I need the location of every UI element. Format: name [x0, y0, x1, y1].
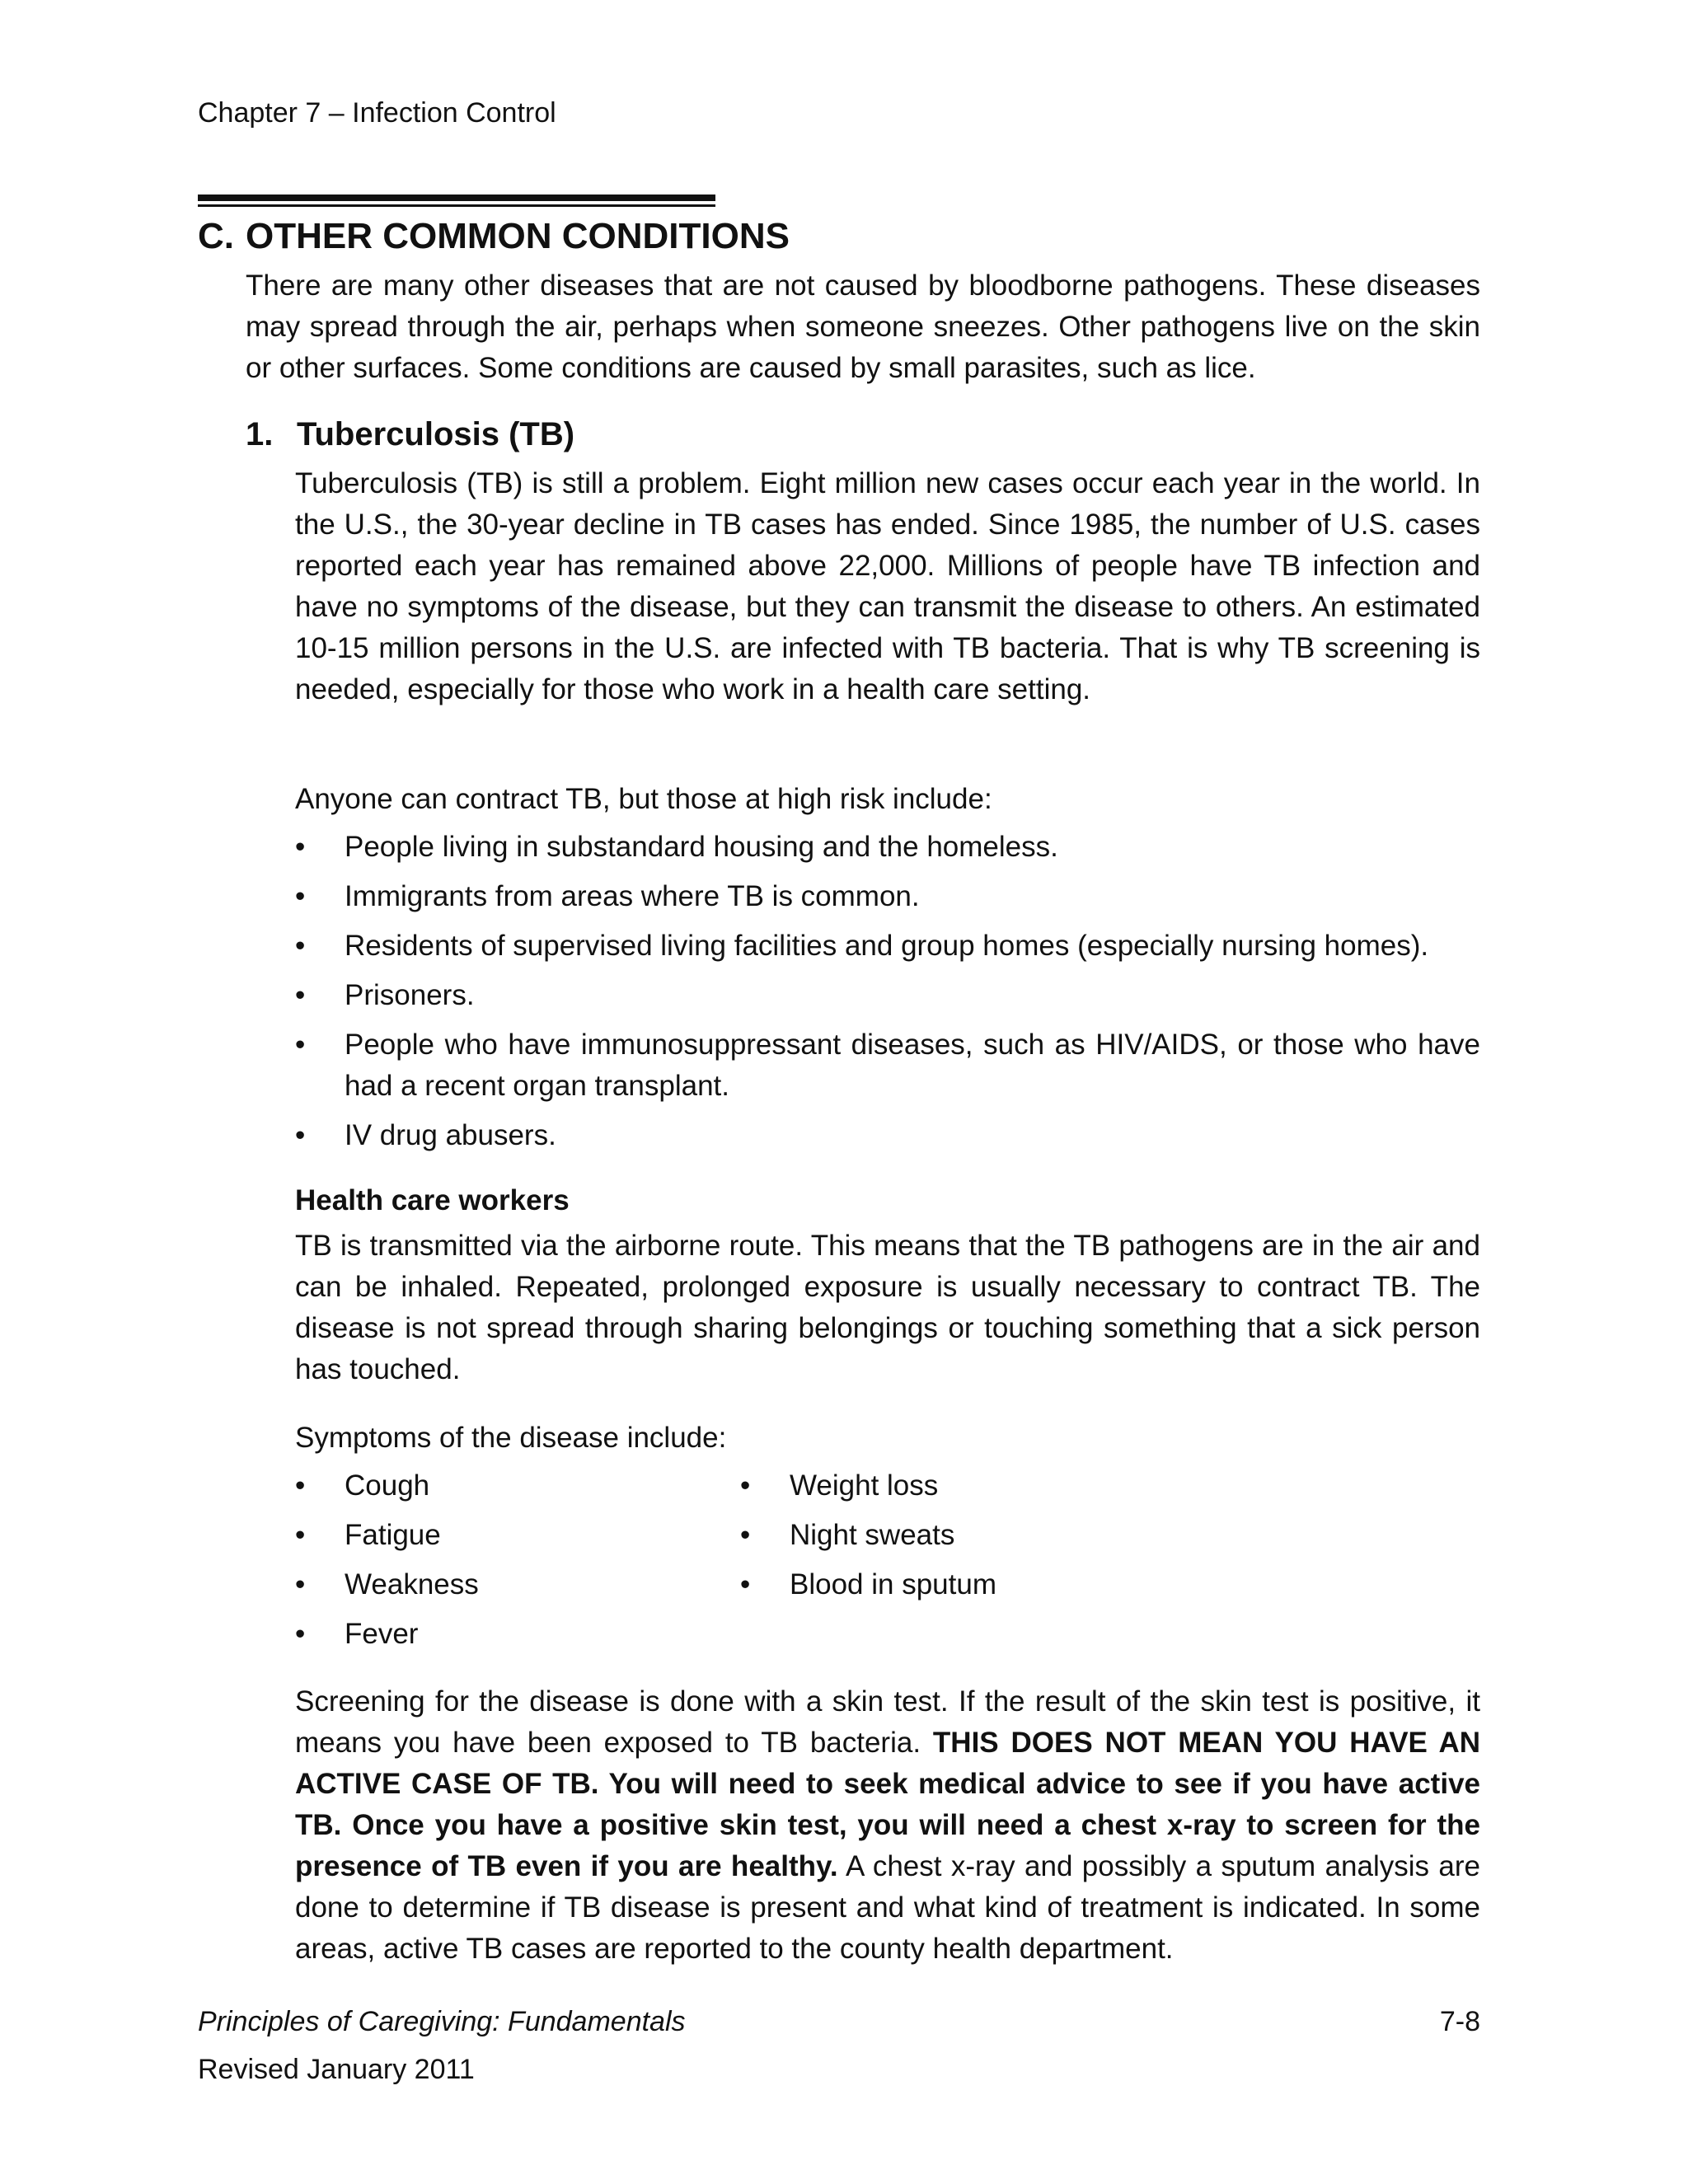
running-head: Chapter 7 – Infection Control: [198, 97, 556, 129]
list-item: • Blood in sputum: [740, 1564, 1136, 1605]
list-item: • Weakness: [295, 1564, 691, 1605]
list-item: • Immigrants from areas where TB is common.: [295, 876, 1480, 917]
list-item: • Fever: [295, 1614, 691, 1655]
bullet-icon: •: [740, 1469, 751, 1502]
section-intro: There are many other diseases that are not caused by bloodborne pathogens. These diseases may spread through the air, perhaps when someone sneezes. Other pathogens live on the skin or other surfaces. Some conditions are caused by small parasites, such as lice.: [246, 269, 1480, 384]
heading-rule: [198, 194, 715, 201]
risk-list: [295, 827, 1480, 1165]
health-care-workers-paragraph: TB is transmitted via the airborne route. This means that the TB pathogens are in the air and can be inhaled. Repeated, prolonged exposure is usually necessary to contract TB. The disease is not spread through sharing belongings or touching something that a sick person has touched.: [295, 1230, 1480, 1385]
screening-paragraph: Screening for the disease is done with a skin test. If the result of the skin test is positive, it means you have been exposed to TB bacteria. THIS DOES NOT MEAN YOU HAVE AN ACTIVE CASE OF TB. You will need to seek medical advice to see if you have active TB. Once you have a positive skin test, you will need a chest x-ray to screen for the presence of TB even if you are healthy. A chest x-ray and possibly a sputum analysis are done to determine if TB disease is present and what kind of treatment is indicated. In some areas, active TB cases are reported to the county health department.: [295, 1685, 1480, 1965]
footer-book-title: Principles of Caregiving: Fundamentals: [198, 2006, 686, 2037]
list-item: • IV drug abusers.: [295, 1115, 1480, 1156]
bullet-icon: •: [295, 1568, 306, 1601]
list-item: • Cough: [295, 1465, 691, 1507]
bullet-icon: •: [295, 1618, 306, 1650]
bullet-icon: •: [740, 1519, 751, 1551]
bullet-icon: •: [295, 880, 306, 912]
bullet-icon: •: [295, 930, 306, 962]
screening-warning: THIS DOES NOT MEAN YOU HAVE AN ACTIVE CASE OF TB. You will need to seek medical advice to see if you have active TB. Once you have a positive skin test, you will need a chest x-ray to screen for the presence of TB even if you are healthy.: [295, 1727, 1480, 1882]
tb-paragraph: Tuberculosis (TB) is still a problem. Eight million new cases occur each year in the world. In the U.S., the 30-year decline in TB cases has ended. Since 1985, the number of U.S. cases reported each year has remained above 22,000. Millions of people have TB infection and have no symptoms of the disease, but they can transmit the disease to others. An estimated 10-15 million persons in the U.S. are infected with TB bacteria. That is why TB screening is needed, especially for those who work in a health care setting.: [295, 467, 1480, 705]
list-item: • Fatigue: [295, 1515, 691, 1556]
subsection-heading: [246, 416, 574, 453]
bullet-icon: •: [295, 1029, 306, 1061]
section-title: OTHER COMMON CONDITIONS: [246, 216, 790, 256]
health-care-workers-heading: Health care workers: [295, 1184, 570, 1216]
symptoms-list-left: [295, 1465, 691, 1663]
list-item: • Residents of supervised living facilities and group homes (especially nursing homes).: [295, 926, 1480, 967]
list-item: • People who have immunosuppressant diseases, such as HIV/AIDS, or those who have had a recent organ transplant.: [295, 1024, 1480, 1107]
page-number: 7-8: [1439, 2006, 1480, 2037]
symptoms-list-right: [740, 1465, 1136, 1614]
bullet-icon: •: [295, 1119, 306, 1151]
bullet-icon: •: [295, 831, 306, 863]
subsection-title: Tuberculosis (TB): [297, 416, 575, 452]
bullet-icon: •: [295, 979, 306, 1011]
list-item: • Night sweats: [740, 1515, 1136, 1556]
bullet-icon: •: [295, 1469, 306, 1502]
bullet-icon: •: [740, 1568, 751, 1601]
footer: [198, 1998, 686, 2093]
bullet-icon: •: [295, 1519, 306, 1551]
list-item: • Prisoners.: [295, 975, 1480, 1016]
list-item: • Weight loss: [740, 1465, 1136, 1507]
subsection-number: 1.: [246, 416, 274, 452]
risk-intro: Anyone can contract TB, but those at high risk include:: [295, 783, 992, 815]
section-letter: C.: [198, 216, 234, 256]
footer-revision: Revised January 2011: [198, 2054, 475, 2085]
section-heading: [198, 216, 790, 257]
list-item: • People living in substandard housing and the homeless.: [295, 827, 1480, 868]
heading-rule-thin: [198, 204, 715, 207]
symptoms-intro: Symptoms of the disease include:: [295, 1422, 727, 1454]
